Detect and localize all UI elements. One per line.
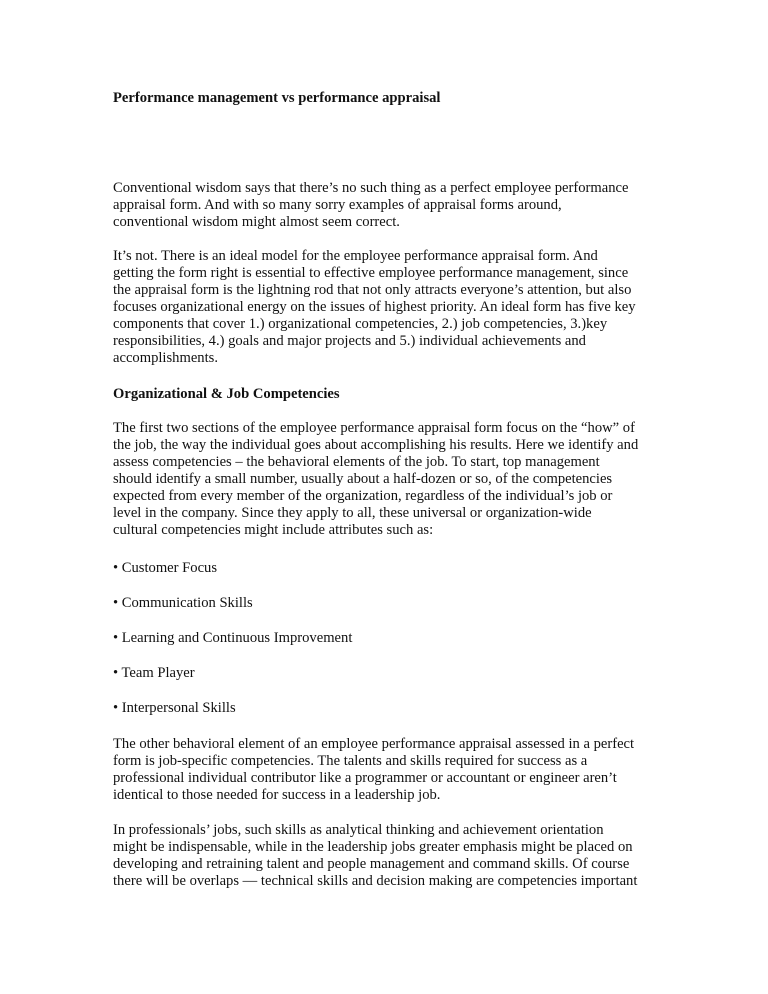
- text-line: appraisal form. And with so many sorry examples of appraisal forms around,: [113, 197, 562, 213]
- text-line: The first two sections of the employee performance appraisal form focus on the “how” of: [113, 420, 635, 436]
- text-line: there will be overlaps — technical skills and decision making are competencies important: [113, 873, 638, 889]
- text-line: conventional wisdom might almost seem correct.: [113, 214, 400, 230]
- text-line: In professionals’ jobs, such skills as analytical thinking and achievement orientation: [113, 822, 604, 838]
- text-line: identical to those needed for success in a leadership job.: [113, 787, 441, 803]
- text-line: should identify a small number, usually about a half-dozen or so, of the competencies: [113, 471, 613, 487]
- text-line: getting the form right is essential to effective employee performance management, since: [113, 265, 629, 281]
- list-item: • Customer Focus: [113, 560, 218, 576]
- text-line: form is job-specific competencies. The talents and skills required for success as a: [113, 753, 588, 769]
- text-line: developing and retraining talent and people management and command skills. Of course: [113, 856, 630, 872]
- list-item: • Interpersonal Skills: [113, 700, 236, 716]
- text-line: assess competencies – the behavioral elements of the job. To start, top management: [113, 454, 600, 470]
- text-line: level in the company. Since they apply to all, these universal or organization-wide: [113, 505, 592, 521]
- text-line: expected from every member of the organization, regardless of the individual’s job or: [113, 488, 613, 504]
- text-line: It’s not. There is an ideal model for the employee performance appraisal form. And: [113, 248, 598, 264]
- list-item: • Team Player: [113, 665, 195, 681]
- text-line: accomplishments.: [113, 350, 218, 366]
- text-line: might be indispensable, while in the leadership jobs greater emphasis might be placed on: [113, 839, 633, 855]
- text-line: components that cover 1.) organizational competencies, 2.) job competencies, 3.)key: [113, 316, 608, 332]
- list-item: • Communication Skills: [113, 595, 253, 611]
- text-line: focuses organizational energy on the issues of highest priority. An ideal form has five key: [113, 299, 636, 315]
- text-line: The other behavioral element of an employee performance appraisal assessed in a perfect: [113, 736, 635, 752]
- section-heading: Organizational & Job Competencies: [113, 386, 340, 402]
- text-line: Conventional wisdom says that there’s no such thing as a perfect employee performance: [113, 180, 629, 196]
- text-line: the appraisal form is the lightning rod that not only attracts everyone’s attention, but also: [113, 282, 632, 298]
- list-item: • Learning and Continuous Improvement: [113, 630, 353, 646]
- text-line: professional individual contributor like a programmer or accountant or engineer aren’t: [113, 770, 617, 786]
- document-title: Performance management vs performance appraisal: [113, 90, 441, 106]
- text-line: responsibilities, 4.) goals and major projects and 5.) individual achievements and: [113, 333, 586, 349]
- text-line: the job, the way the individual goes about accomplishing his results. Here we identify and: [113, 437, 639, 453]
- text-line: cultural competencies might include attributes such as:: [113, 522, 434, 538]
